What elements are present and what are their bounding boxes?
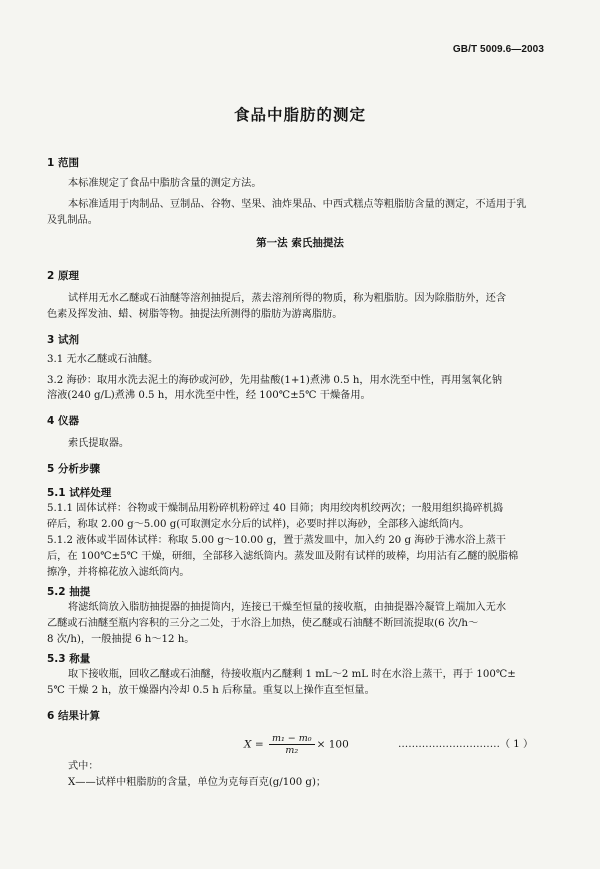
section-5-3a: 取下接收瓶，回收乙醚或石油醚，待接收瓶内乙醚剩 1 mL～2 mL 时在水浴上蒸干，再于 100℃± (68, 669, 516, 680)
section-1-text-2a: 本标准适用于肉制品、豆制品、谷物、坚果、油炸果品、中西式糕点等粗脂肪含量的测定，不适用于乳 (68, 199, 527, 210)
section-2-heading: 2 原理 (47, 270, 79, 282)
section-1-text-2b: 及乳制品。 (47, 215, 98, 226)
section-3-2a: 3.2 海砂：取用水洗去泥土的海砂或河砂，先用盐酸(1+1)煮沸 0.5 h，用水洗至中性，再用氢氧化钠 (47, 375, 503, 386)
section-5-heading: 5 分析步骤 (47, 463, 100, 475)
formula-1 (244, 733, 349, 756)
section-5-3-heading: 5.3 称量 (47, 653, 91, 665)
formula-denominator: m₂ (285, 745, 299, 756)
section-5-2b: 乙醚或石油醚至瓶内容积的三分之二处，于水浴上加热，使乙醚或石油醚不断回流提取(6 次/h～ (47, 618, 479, 629)
section-4-heading: 4 仪器 (47, 415, 79, 427)
standard-number: GB/T 5009.6—2003 (452, 44, 544, 55)
section-2-text-b: 色素及挥发油、蜡、树脂等物。抽提法所测得的脂肪为游离脂肪。 (47, 309, 343, 320)
section-5-1-2c: 擦净，并将棉花放入滤纸筒内。 (47, 567, 190, 578)
section-2-text-a: 试样用无水乙醚或石油醚等溶剂抽提后，蒸去溶剂所得的物质，称为粗脂肪。因为除脂肪外，还含 (68, 293, 507, 304)
section-5-1-1b: 碎后，称取 2.00 g～5.00 g(可取测定水分后的试样)，必要时拌以海砂，全部移入滤纸筒内。 (47, 519, 470, 530)
page-title: 食品中脂肪的测定 (233, 106, 366, 124)
section-5-2a: 将滤纸筒放入脂肪抽提器的抽提筒内，连接已干燥至恒量的接收瓶，由抽提器冷凝管上端加入无水 (68, 602, 507, 613)
variable-x-definition: X——试样中粗脂肪的含量，单位为克每百克(g/100 g)； (68, 777, 327, 788)
formula-numerator: m₁ − m₀ (269, 733, 315, 745)
formula-fraction (269, 733, 315, 756)
section-5-2c: 8 次/h)，一般抽提 6 h～12 h。 (47, 634, 195, 645)
section-5-1-1a: 5.1.1 固体试样：谷物或干燥制品用粉碎机粉碎过 40 目筛；肉用绞肉机绞两次；一般用组织捣碎机捣 (47, 503, 504, 514)
section-5-1-heading: 5.1 试样处理 (47, 487, 112, 499)
section-3-heading: 3 试剂 (47, 334, 79, 346)
section-3-1: 3.1 无水乙醚或石油醚。 (47, 354, 159, 365)
section-4-text: 索氏提取器。 (68, 438, 130, 449)
formula-lhs: X = (244, 738, 267, 751)
section-1-text-1: 本标准规定了食品中脂肪含量的测定方法。 (68, 178, 262, 189)
method-1-heading: 第一法 索氏抽提法 (256, 237, 344, 249)
section-1-heading: 1 范围 (47, 157, 79, 169)
equation-number: …………………………（ 1 ） (398, 739, 534, 750)
section-5-2-heading: 5.2 抽提 (47, 586, 91, 598)
section-6-heading: 6 结果计算 (47, 710, 100, 722)
section-5-1-2a: 5.1.2 液体或半固体试样：称取 5.00 g～10.00 g，置于蒸发皿中，加入约 20 g 海砂于沸水浴上蒸干 (47, 535, 506, 546)
where-label: 式中： (68, 761, 99, 772)
section-5-3b: 5℃ 干燥 2 h，放干燥器内冷却 0.5 h 后称量。重复以上操作直至恒量。 (47, 685, 375, 696)
formula-multiplier: × 100 (316, 738, 349, 751)
section-5-1-2b: 后，在 100℃±5℃ 干燥，研细，全部移入滤纸筒内。蒸发皿及附有试样的玻棒，均用沾有乙醚的脱脂棉 (47, 551, 519, 562)
section-3-2b: 溶液(240 g/L)煮沸 0.5 h，用水洗至中性，经 100℃±5℃ 干燥备用。 (47, 390, 371, 401)
